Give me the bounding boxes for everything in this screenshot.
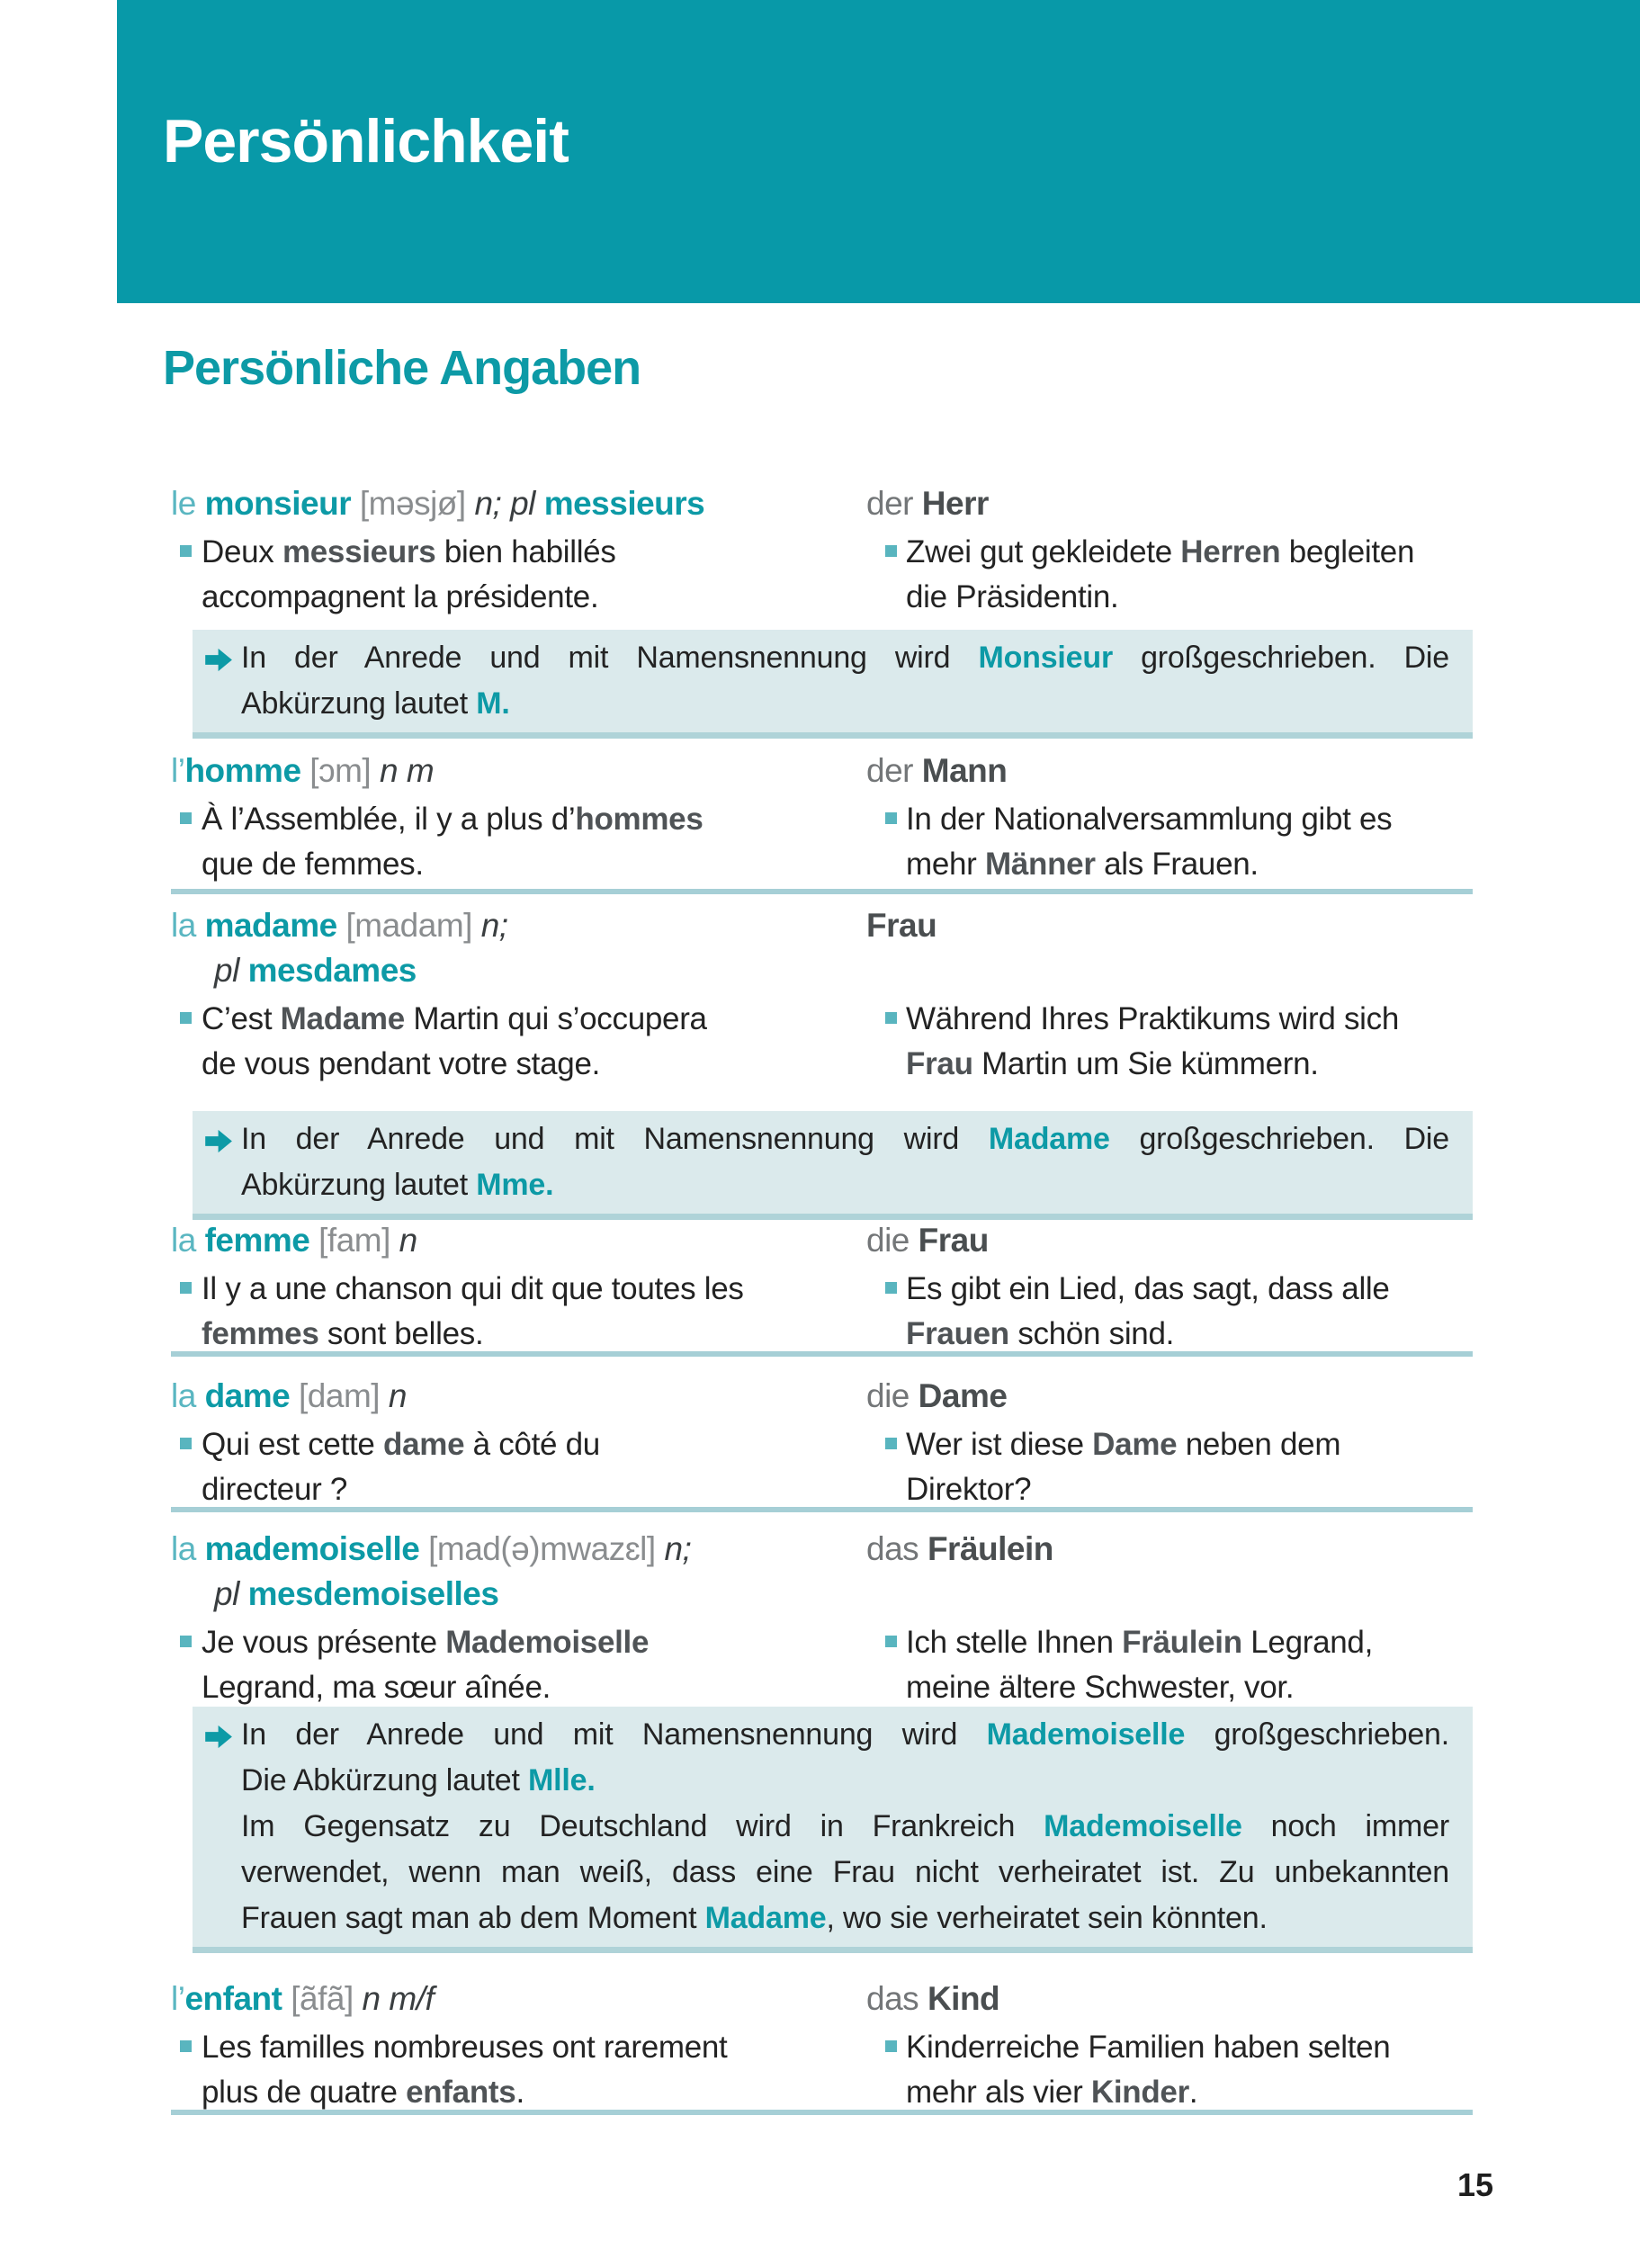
example-fr xyxy=(171,1422,745,1512)
headword-plural-line-fr: pl mesdemoiselles xyxy=(214,1575,499,1612)
headword-line-de: die Frau xyxy=(866,1222,989,1259)
headword-line-de: die Dame xyxy=(866,1377,1008,1414)
french-column xyxy=(171,903,864,1087)
headword-line-fr: la dame [dam] n xyxy=(171,1377,407,1414)
example-fr xyxy=(171,797,745,887)
square-bullet-icon xyxy=(885,2040,897,2052)
german-column xyxy=(866,1977,1451,2115)
example-text-de: In der Nationalversammlung gibt es mehr Männer als Frauen. xyxy=(906,802,1393,882)
example-text-de: Zwei gut gekleidete Herren begleiten die Präsidentin. xyxy=(906,534,1415,614)
example-text-de: Während Ihres Praktikums wird sich Frau Martin um Sie kümmern. xyxy=(906,1001,1400,1081)
example-text-fr: À l’Assemblée, il y a plus d’hommes que de femmes. xyxy=(202,802,703,882)
example-text-de: Ich stelle Ihnen Fräulein Legrand, meine ältere Schwester, vor. xyxy=(906,1625,1374,1705)
headword-line-fr: l’enfant [ãfã] n m/f xyxy=(171,1980,435,2017)
headword-line-de: der Mann xyxy=(866,752,1008,789)
german-column xyxy=(866,1527,1451,1710)
example-fr xyxy=(171,997,745,1087)
square-bullet-icon xyxy=(180,1012,192,1024)
example-de xyxy=(866,797,1445,887)
headword-plural-line-fr: pl mesdames xyxy=(214,952,417,989)
headword-line-de: das Kind xyxy=(866,1980,1000,2017)
headword-line-fr: l’homme [ɔm] n m xyxy=(171,752,435,789)
square-bullet-icon xyxy=(885,1282,897,1294)
example-text-fr: Il y a une chanson qui dit que toutes les femmes sont belles. xyxy=(202,1271,744,1351)
arrow-right-icon xyxy=(204,1725,234,1749)
french-column xyxy=(171,749,864,887)
headword-line-fr: la madame [madam] n; xyxy=(171,907,508,944)
square-bullet-icon xyxy=(180,1636,192,1647)
headword-line-fr: la femme [fam] n xyxy=(171,1222,417,1259)
headword-line-fr: la mademoiselle [mad(ə)mwazɛl] n; xyxy=(171,1530,692,1567)
example-de xyxy=(866,530,1445,620)
example-fr xyxy=(171,2025,745,2115)
example-text-de: Es gibt ein Lied, das sagt, dass alle Frauen schön sind. xyxy=(906,1271,1390,1351)
note-text: In der Anrede und mit Namensnennung wird Madame großgeschrieben. Die Abkürzung lautet Mme. xyxy=(241,1122,1449,1202)
square-bullet-icon xyxy=(885,1636,897,1647)
example-de xyxy=(866,2025,1445,2115)
french-column xyxy=(171,1374,864,1512)
chapter-band xyxy=(117,0,1640,303)
example-de xyxy=(866,1620,1445,1710)
square-bullet-icon xyxy=(180,1282,192,1294)
square-bullet-icon xyxy=(885,1012,897,1024)
square-bullet-icon xyxy=(180,545,192,557)
german-column xyxy=(866,481,1451,620)
square-bullet-icon xyxy=(885,545,897,557)
example-fr xyxy=(171,530,745,620)
example-text-fr: Deux messieurs bien habillés accompagnent la présidente. xyxy=(202,534,616,614)
page-number: 15 xyxy=(1456,2166,1493,2203)
example-text-fr: C’est Madame Martin qui s’occupera de vous pendant votre stage. xyxy=(202,1001,707,1081)
headword-line-fr: le monsieur [məsjø] n; pl messieurs xyxy=(171,485,705,522)
headword-line-de: Frau xyxy=(866,907,937,944)
headword-line-de: das Fräulein xyxy=(866,1530,1053,1567)
square-bullet-icon xyxy=(180,2040,192,2052)
french-column xyxy=(171,1527,864,1710)
example-de xyxy=(866,997,1445,1087)
example-text-de: Kinderreiche Familien haben selten mehr als vier Kinder. xyxy=(906,2030,1391,2110)
square-bullet-icon xyxy=(885,1438,897,1449)
arrow-right-icon xyxy=(204,1129,234,1153)
example-text-fr: Je vous présente Mademoiselle Legrand, ma sœur aînée. xyxy=(202,1625,650,1705)
arrow-right-icon xyxy=(204,648,234,672)
french-column xyxy=(171,1218,864,1357)
french-column xyxy=(171,1977,864,2115)
example-fr xyxy=(171,1267,745,1357)
entry-separator xyxy=(171,2110,1473,2115)
chapter-title: Persönlichkeit xyxy=(163,107,569,175)
german-column xyxy=(866,1218,1451,1357)
entry-separator xyxy=(171,889,1473,894)
german-column xyxy=(866,1374,1451,1512)
square-bullet-icon xyxy=(180,1438,192,1449)
entry-separator xyxy=(171,1507,1473,1512)
usage-note-monsieur xyxy=(193,630,1473,739)
square-bullet-icon xyxy=(885,812,897,824)
example-text-fr: Qui est cette dame à côté du directeur ? xyxy=(202,1427,600,1507)
section-title: Persönliche Angaben xyxy=(163,341,641,395)
example-text-de: Wer ist diese Dame neben dem Direktor? xyxy=(906,1427,1341,1507)
example-text-fr: Les familles nombreuses ont rarement plus de quatre enfants. xyxy=(202,2030,728,2110)
square-bullet-icon xyxy=(180,812,192,824)
french-column xyxy=(171,481,864,620)
usage-note-mademoiselle xyxy=(193,1707,1473,1953)
german-column xyxy=(866,903,1451,1087)
german-column xyxy=(866,749,1451,887)
entry-separator xyxy=(171,1351,1473,1357)
example-de xyxy=(866,1267,1445,1357)
note-text: In der Anrede und mit Namensnennung wird Mademoiselle großgeschrieben. Die Abkürzung lautet Mlle. Im Gegensatz zu Deutschland wird in Frankreich Mademoiselle noch immer verwendet, wenn man weiß, dass eine Frau nicht verheiratet ist. Zu unbekannten Frauen sagt man ab dem Moment Madame, wo sie verheiratet sein könnten. xyxy=(241,1717,1449,1935)
usage-note-madame xyxy=(193,1111,1473,1220)
headword-line-de: der Herr xyxy=(866,485,989,522)
example-fr xyxy=(171,1620,745,1710)
example-de xyxy=(866,1422,1445,1512)
note-text: In der Anrede und mit Namensnennung wird Monsieur großgeschrieben. Die Abkürzung lautet M. xyxy=(241,641,1449,721)
